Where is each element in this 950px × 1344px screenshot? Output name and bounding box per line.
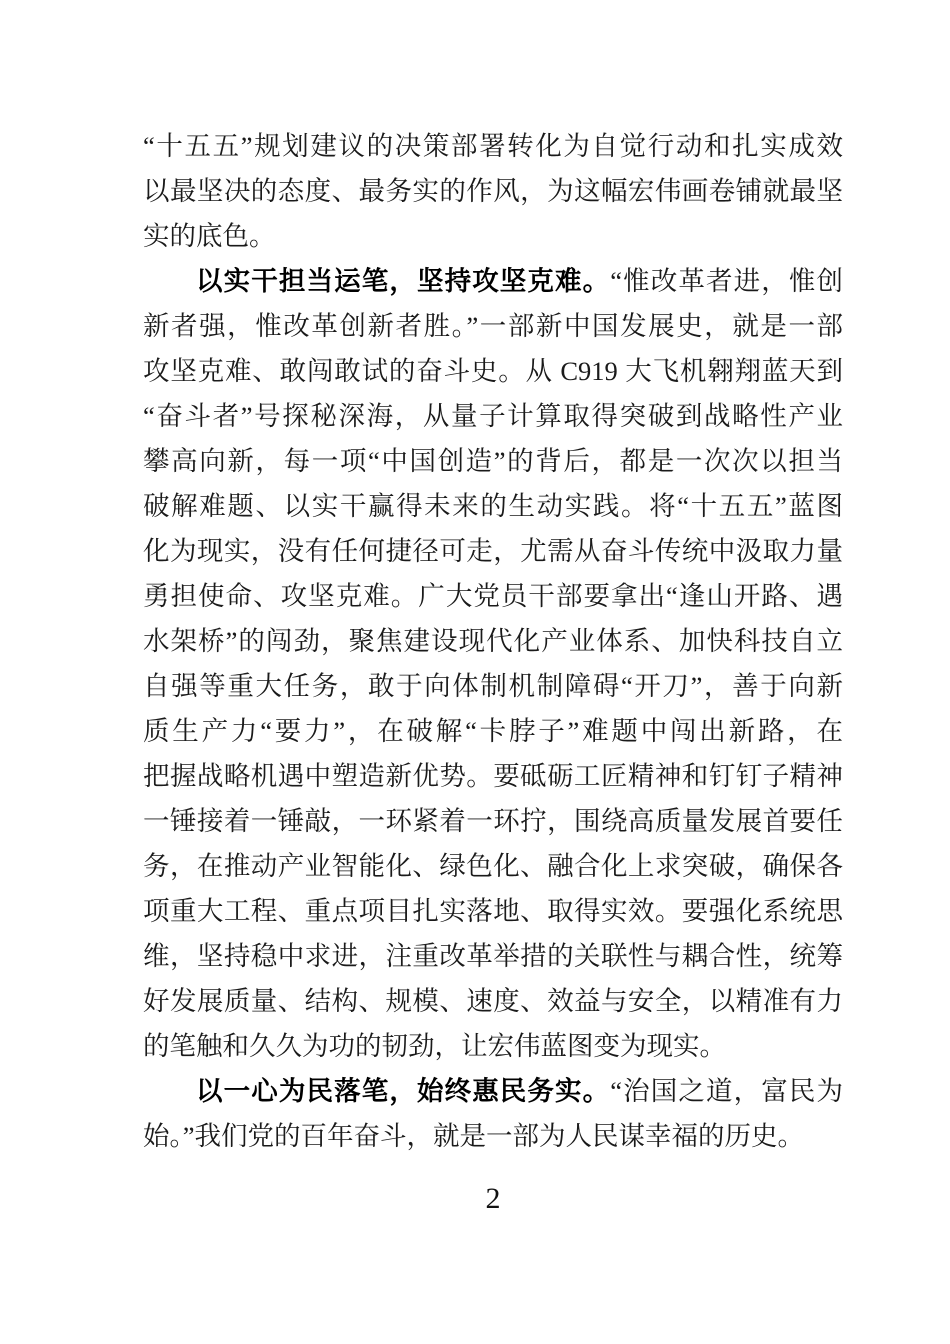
text-line xyxy=(143,349,843,394)
text-line xyxy=(143,484,843,529)
text-segment-kaiti: 新者强，惟改革创新者胜。” xyxy=(143,311,479,341)
text-line xyxy=(143,214,843,259)
text-segment-regular: 把握战略机遇中塑造新优势。要砥砺工匠精神和钉钉子精神 xyxy=(143,761,843,791)
text-segment-regular: 勇担使命、攻坚克难。广大党员干部要拿出“逢山开路、遇 xyxy=(143,581,843,611)
text-line xyxy=(143,1114,843,1159)
text-segment-regular: 攻坚克难、敢闯敢试的奋斗史。从 C919 大飞机翱翔蓝天到 xyxy=(143,356,843,386)
text-line xyxy=(143,619,843,664)
text-line xyxy=(143,439,843,484)
text-segment-regular: 化为现实，没有任何捷径可走，尤需从奋斗传统中汲取力量 xyxy=(143,536,843,566)
text-segment-regular: “十五五”规划建议的决策部署转化为自觉行动和扎实成效 xyxy=(143,131,843,161)
text-line xyxy=(143,709,843,754)
text-line xyxy=(143,1024,843,1069)
text-segment-regular: 的笔触和久久为功的韧劲，让宏伟蓝图变为现实。 xyxy=(143,1031,726,1061)
text-line xyxy=(143,304,843,349)
text-line xyxy=(143,844,843,889)
text-block xyxy=(143,124,843,1159)
text-segment-regular: 一部新中国发展史，就是一部 xyxy=(478,311,843,341)
text-segment-regular: 维，坚持稳中求进，注重改革举措的关联性与耦合性，统筹 xyxy=(143,941,843,971)
text-segment-bold: 以一心为民落笔，始终惠民务实。 xyxy=(196,1076,611,1106)
text-segment-regular: 破解难题、以实干赢得未来的生动实践。将“十五五”蓝图 xyxy=(143,491,843,521)
text-segment-regular: 一锤接着一锤敲，一环紧着一环拧，围绕高质量发展首要任 xyxy=(143,806,843,836)
text-segment-regular: 质生产力“要力”，在破解“卡脖子”难题中闯出新路，在 xyxy=(143,716,843,746)
text-line xyxy=(143,664,843,709)
text-segment-kaiti: “惟改革者进，惟创 xyxy=(610,266,843,296)
text-segment-regular: 攀高向新，每一项“中国创造”的背后，都是一次次以担当 xyxy=(143,446,843,476)
page-number: 2 xyxy=(485,1182,501,1215)
text-line xyxy=(143,259,843,304)
text-segment-regular: 自强等重大任务，敢于向体制机制障碍“开刀”，善于向新 xyxy=(143,671,843,701)
text-segment-bold: 以实干担当运笔，坚持攻坚克难。 xyxy=(196,266,611,296)
text-line xyxy=(143,754,843,799)
text-line xyxy=(143,1069,843,1114)
text-line xyxy=(143,529,843,574)
text-segment-regular: 水架桥”的闯劲，聚焦建设现代化产业体系、加快科技自立 xyxy=(143,626,843,656)
text-segment-regular: 我们党的百年奋斗，就是一部为人民谋幸福的历史。 xyxy=(194,1121,805,1151)
text-line xyxy=(143,574,843,619)
text-line xyxy=(143,124,843,169)
text-segment-regular: “奋斗者”号探秘深海，从量子计算取得突破到战略性产业 xyxy=(143,401,843,431)
text-segment-regular: 项重大工程、重点项目扎实落地、取得实效。要强化系统思 xyxy=(143,896,843,926)
text-segment-kaiti: “治国之道，富民为 xyxy=(610,1076,843,1106)
text-segment-regular: 实的底色。 xyxy=(143,221,276,251)
text-line xyxy=(143,799,843,844)
text-segment-kaiti: 始。” xyxy=(143,1121,195,1151)
text-line xyxy=(143,934,843,979)
text-line xyxy=(143,169,843,214)
text-segment-regular: 务，在推动产业智能化、绿色化、融合化上求突破，确保各 xyxy=(143,851,843,881)
text-segment-regular: 以最坚决的态度、最务实的作风，为这幅宏伟画卷铺就最坚 xyxy=(143,176,843,206)
text-segment-regular: 好发展质量、结构、规模、速度、效益与安全，以精准有力 xyxy=(143,986,843,1016)
text-line xyxy=(143,979,843,1024)
text-line xyxy=(143,394,843,439)
text-line xyxy=(143,889,843,934)
